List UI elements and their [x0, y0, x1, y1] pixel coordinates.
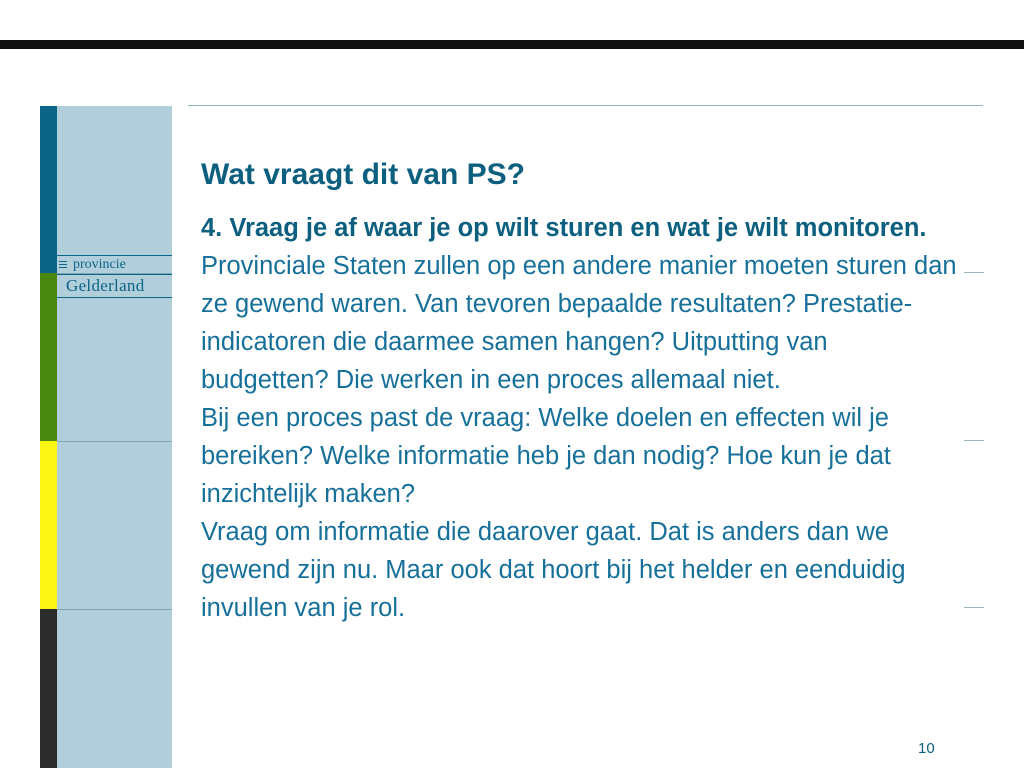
color-strip-yellow [40, 441, 57, 609]
side-tick [964, 607, 984, 608]
top-bar [0, 40, 1024, 49]
color-strip-blue [40, 106, 57, 273]
slide-content [201, 209, 961, 627]
slide-title: Wat vraagt dit van PS? [201, 158, 525, 191]
logo-big-text: Gelderland [66, 276, 145, 295]
logo-lines-icon [59, 261, 67, 270]
paragraph: Bij een proces past de vraag: Welke doelen en effecten wil je bereiken? Welke informatie heb je dan nodig? Hoe kun je dat inzichtelijk maken? [201, 404, 891, 508]
slide-subheading: 4. Vraag je af waar je op wilt sturen en wat je wilt monitoren. [201, 214, 927, 242]
paragraph: Provinciale Staten zullen op een andere manier moeten sturen dan ze gewend waren. Van tevoren bepaalde resultaten? Prestatie-indicatoren die daarmee samen hangen? Uitputting van budgetten? Die werken in een proces allemaal niet. [201, 252, 957, 394]
logo-rule [57, 255, 172, 256]
color-strip-green [40, 273, 57, 441]
side-tick [964, 440, 984, 441]
color-strip-dark [40, 609, 57, 768]
left-decorative-panel [40, 106, 172, 768]
panel-divider [57, 609, 172, 610]
panel-divider [57, 441, 172, 442]
logo-rule [57, 274, 172, 275]
logo-rule [57, 297, 172, 298]
page-number: 10 [918, 740, 935, 757]
light-side-panel [57, 106, 172, 768]
logo-small-text: provincie [73, 257, 126, 272]
paragraph: Vraag om informatie die daarover gaat. Dat is anders dan we gewend zijn nu. Maar ook dat hoort bij het helder en eenduidig invullen van je rol. [201, 518, 906, 622]
header-rule [188, 105, 983, 106]
provincie-gelderland-logo [57, 252, 172, 298]
side-tick [964, 272, 984, 273]
